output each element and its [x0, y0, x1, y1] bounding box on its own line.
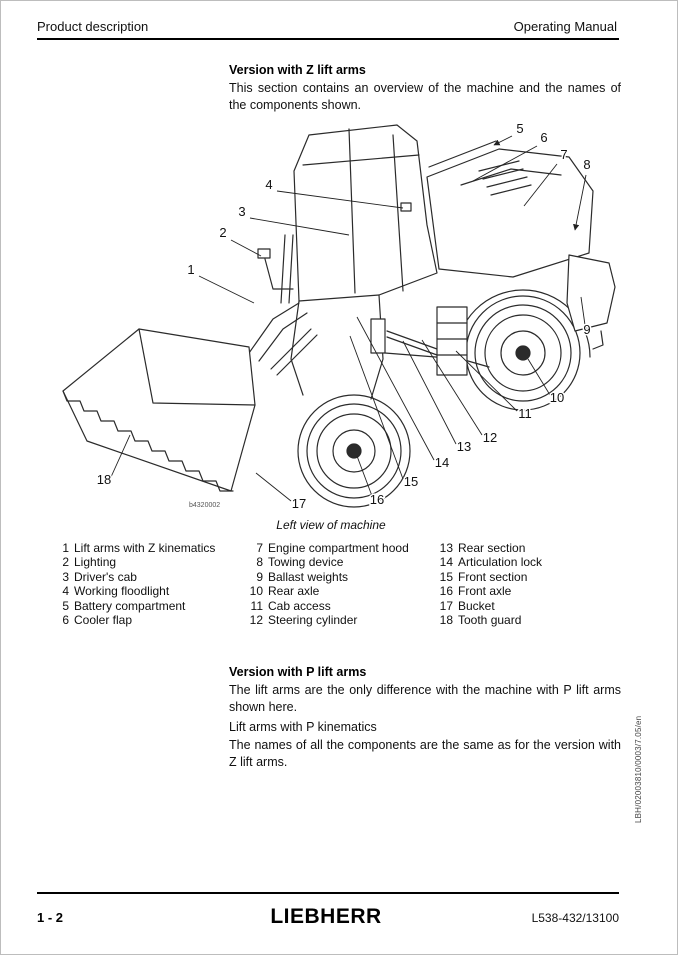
- wheel-loader-drawing: [41, 107, 621, 519]
- legend-item-number: 4: [62, 584, 69, 599]
- callout-label: 13: [456, 439, 472, 454]
- legend-item: [247, 570, 442, 584]
- callout-label: 1: [187, 262, 195, 277]
- callout-label: 9: [583, 322, 591, 337]
- legend-item: [437, 613, 602, 627]
- legend-item-label: Rear section: [458, 541, 526, 555]
- header-right: Operating Manual: [513, 19, 617, 34]
- legend-item: [53, 599, 253, 613]
- legend-item: [437, 555, 602, 569]
- legend-item-label: Battery compartment: [74, 598, 186, 613]
- legend-item-label: Articulation lock: [458, 555, 543, 570]
- legend-item-number: 8: [256, 555, 263, 570]
- footer-rule: [37, 892, 619, 894]
- legend-item-number: 7: [256, 541, 263, 555]
- header-rule: [37, 38, 619, 40]
- legend-item-label: Tooth guard: [458, 613, 522, 628]
- legend-item: [53, 555, 253, 569]
- legend-item-number: 17: [439, 598, 453, 613]
- legend-item-label: Engine compartment hood: [268, 541, 409, 555]
- footer-doc-number: L538-432/13100: [531, 911, 619, 925]
- liebherr-logo: LIEBHERR: [270, 905, 382, 928]
- callout-label: 3: [238, 204, 246, 219]
- legend-item: [247, 584, 442, 598]
- legend-item-label: Front axle: [458, 584, 512, 599]
- legend-item-number: 16: [439, 584, 453, 599]
- header-left: Product description: [37, 19, 149, 34]
- legend-item: [53, 584, 253, 598]
- callout-label: 18: [96, 472, 112, 487]
- legend-item-label: Driver's cab: [74, 569, 137, 584]
- legend-item-number: 6: [62, 613, 69, 628]
- legend-item: [437, 584, 602, 598]
- legend-item-label: Cooler flap: [74, 613, 133, 628]
- section-p-title: Version with P lift arms: [229, 665, 367, 679]
- callout-label: 16: [369, 492, 385, 507]
- legend-item-label: Front section: [458, 569, 528, 584]
- document-edge-code: LBH/02003810/0003/7.05/en: [634, 715, 643, 823]
- legend-item-label: Steering cylinder: [268, 613, 358, 628]
- callout-label: 4: [265, 177, 273, 192]
- legend-item-label: Bucket: [458, 598, 495, 613]
- callout-label: 10: [549, 390, 565, 405]
- legend-item-number: 15: [439, 569, 453, 584]
- legend-column-2: [247, 541, 442, 627]
- callout-label: 2: [219, 225, 227, 240]
- legend-item-number: 10: [249, 584, 263, 599]
- legend-column-1: [53, 541, 253, 627]
- figure-code: b4320002: [189, 502, 221, 509]
- legend-item: [53, 541, 253, 555]
- legend-item-label: Cab access: [268, 598, 331, 613]
- callout-label: 7: [560, 147, 568, 162]
- legend-item-label: Working floodlight: [74, 584, 170, 599]
- legend-item-number: 14: [439, 555, 453, 570]
- legend-item-label: Rear axle: [268, 584, 320, 599]
- legend-item: [247, 613, 442, 627]
- legend-item-label: Lift arms with Z kinematics: [74, 541, 216, 555]
- legend-item: [437, 541, 602, 555]
- legend-item: [53, 570, 253, 584]
- section-z-title: Version with Z lift arms: [229, 63, 366, 77]
- section-z-body: This section contains an overview of the machine and the names of the components shown.: [229, 81, 621, 112]
- legend-item-number: 18: [439, 613, 453, 628]
- callout-label: 5: [516, 121, 524, 136]
- legend-item-label: Ballast weights: [268, 569, 349, 584]
- section-p-body-1: The lift arms are the only difference with the machine with P lift arms shown here.: [229, 683, 621, 714]
- legend-item: [247, 599, 442, 613]
- figure-caption: Left view of machine: [276, 518, 386, 532]
- legend-item-number: 3: [62, 569, 69, 584]
- machine-outline: [63, 125, 615, 507]
- legend-item: [247, 541, 442, 555]
- legend-item-number: 11: [250, 598, 263, 613]
- section-p-body-2: Lift arms with P kinematics: [229, 720, 377, 734]
- callout-label: 11: [518, 406, 532, 421]
- callout-label: 15: [403, 474, 419, 489]
- legend-item-label: Lighting: [74, 555, 117, 570]
- callout-label: 6: [540, 130, 548, 145]
- machine-figure: [41, 107, 621, 519]
- legend-item-label: Towing device: [268, 555, 344, 570]
- legend-item-number: 2: [62, 555, 69, 570]
- callout-label: 8: [583, 157, 591, 172]
- legend-item: [247, 555, 442, 569]
- callout-label: 17: [291, 496, 307, 511]
- section-p-body-3: The names of all the components are the same as for the version with Z lift arms.: [229, 738, 621, 769]
- legend-item-number: 9: [256, 569, 263, 584]
- footer-page-number: 1 - 2: [37, 910, 64, 925]
- legend-item-number: 13: [439, 541, 453, 555]
- legend-item-number: 12: [249, 613, 263, 628]
- legend-item: [437, 599, 602, 613]
- legend-column-3: [437, 541, 602, 627]
- legend-item: [437, 570, 602, 584]
- legend-item-number: 1: [62, 541, 69, 555]
- legend-item: [53, 613, 253, 627]
- callout-label: 14: [434, 455, 450, 470]
- legend-item-number: 5: [62, 598, 69, 613]
- callout-label: 12: [482, 430, 498, 445]
